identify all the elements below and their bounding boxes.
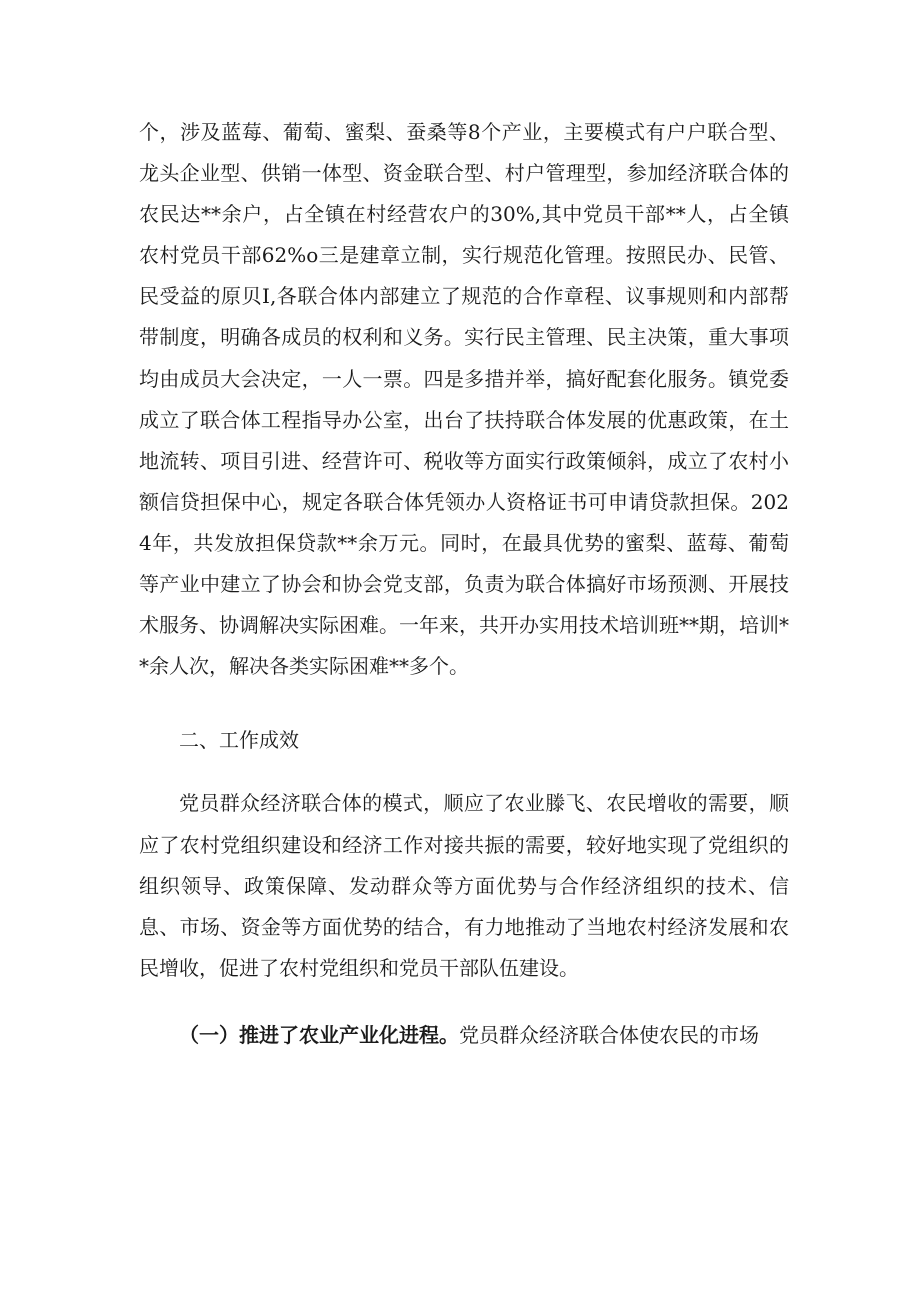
subsection-paragraph	[139, 1015, 789, 1056]
document-body	[139, 112, 789, 1056]
subsection-heading: （一）推进了农业产业化进程。	[179, 1022, 459, 1047]
spacer	[139, 761, 789, 783]
paragraph-results: 党员群众经济联合体的模式，顺应了农业滕飞、农民增收的需要，顺应了农村党组织建设和经济工作对接共振的需要，较好地实现了党组织的组织领导、政策保障、发动群众等方面优势与合作经济组织的技术、信息、市场、资金等方面优势的结合，有力地推动了当地农村经济发展和农民增收，促进了农村党组织和党员干部队伍建设。	[139, 791, 789, 980]
subsection-text: 党员群众经济联合体使农民的市场	[459, 1022, 759, 1047]
paragraph-continued: 个，涉及蓝莓、葡萄、蜜梨、蚕桑等8个产业，主要模式有户户联合型、龙头企业型、供销一体型、资金联合型、村户管理型，参加经济联合体的农民达**余户，占全镇在村经营农户的30%,其中党员干部**人，占全镇农村党员干部62%o三是建章立制，实行规范化管理。按照民办、民管、民受益的原贝I,各联合体内部建立了规范的合作章程、议事规则和内部帮带制度，明确各成员的权利和义务。实行民主管理、民主决策，重大事项均由成员大会决定，一人一票。四是多措并举，搞好配套化服务。镇党委成立了联合体工程指导办公室，出台了扶持联合体发展的优惠政策，在土地流转、项目引进、经营许可、税收等方面实行政策倾斜，成立了农村小额信贷担保中心，规定各联合体凭领办人资格证书可申请贷款担保。2024年，共发放担保贷款**余万元。同时，在最具优势的蜜梨、蓝莓、葡萄等产业中建立了协会和协会党支部，负责为联合体搞好市场预测、开展技术服务、协调解决实际困难。一年来，共开办实用技术培训班**期，培训**余人次，解决各类实际困难**多个。	[139, 120, 789, 679]
spacer	[139, 989, 789, 1015]
section-heading: 二、工作成效	[179, 728, 299, 753]
spacer	[139, 687, 789, 720]
